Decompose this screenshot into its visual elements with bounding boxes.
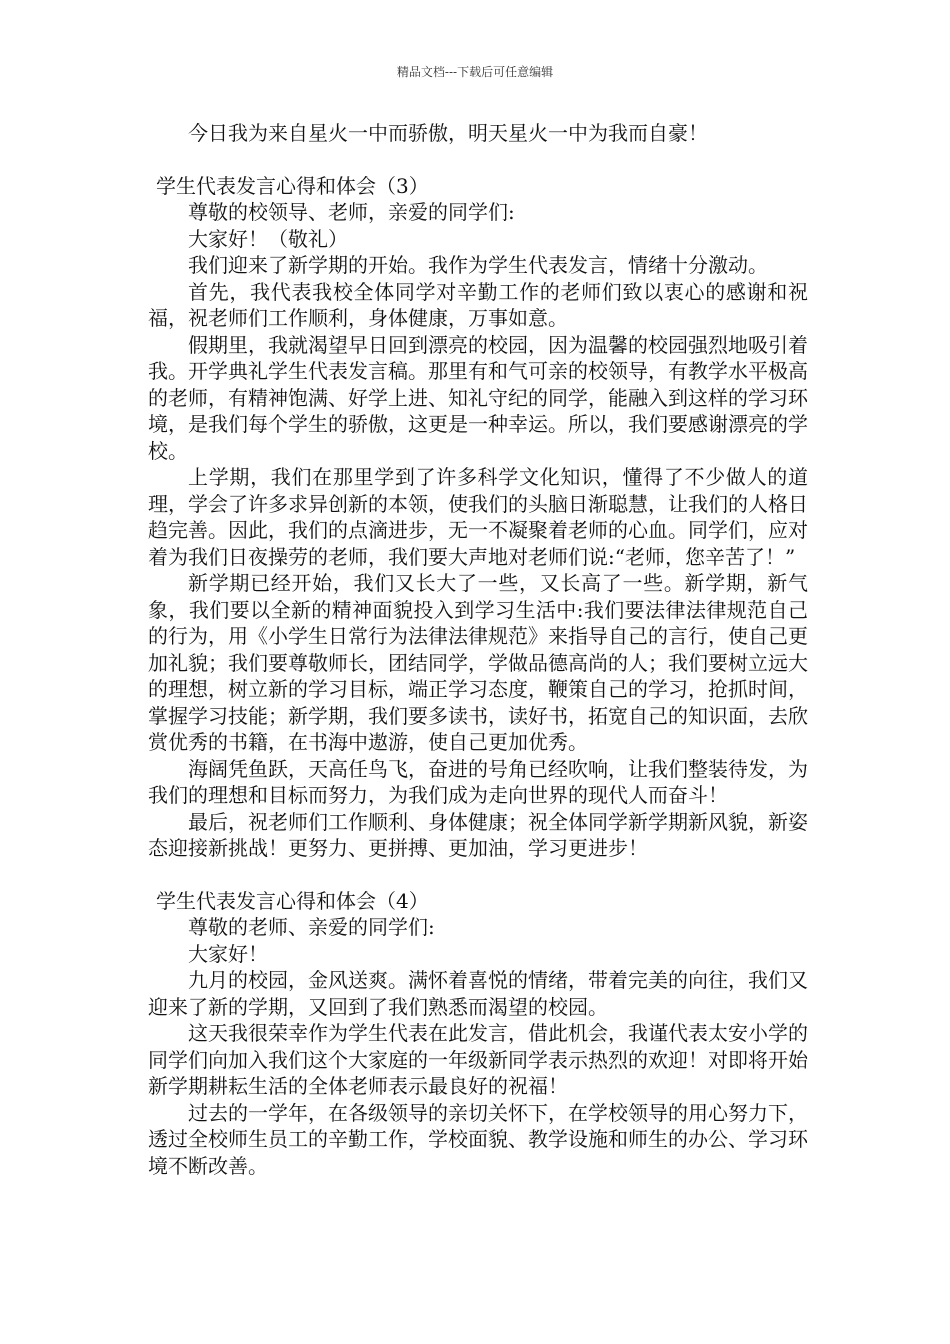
paragraph: 这天我很荣幸作为学生代表在此发言，借此机会，我谨代表太安小学的同学们向加入我们这个大家庭的一年级新同学表示热烈的欢迎！对即将开始新学期耕耘生活的全体老师表示最良好的祝福！ [148,1021,808,1098]
page-header: 精品文档---下载后可任意编辑 [396,65,554,79]
document-body [148,120,808,1179]
paragraph: 上学期，我们在那里学到了许多科学文化知识，懂得了不少做人的道理，学会了许多求异创新的本领，使我们的头脑日渐聪慧，让我们的人格日趋完善。因此，我们的点滴进步，无一不凝聚着老师的心血。同学们，应对着为我们日夜操劳的老师，我们要大声地对老师们说:“老师，您辛苦了！” [148,465,808,569]
paragraph: 我们迎来了新学期的开始。我作为学生代表发言，情绪十分激动。 [188,253,768,277]
paragraph: 假期里，我就渴望早日回到漂亮的校园，因为温馨的校园强烈地吸引着我。开学典礼学生代表发言稿。那里有和气可亲的校领导，有教学水平极高的老师，有精神饱满、好学上进、知礼守纪的同学，能融入到这样的学习环境，是我们每个学生的骄傲，这更是一种幸运。所以，我们要感谢漂亮的学校。 [148,332,808,463]
paragraph: 首先，我代表我校全体同学对辛勤工作的老师们致以衷心的感谢和祝福，祝老师们工作顺利，身体健康，万事如意。 [148,279,808,330]
section-3-salutation: 尊敬的校领导、老师，亲爱的同学们: [188,200,515,224]
section-4-title: 学生代表发言心得和体会（4） [156,888,429,913]
section-4-greeting: 大家好！ [188,941,268,966]
paragraph: 过去的一学年，在各级领导的亲切关怀下，在学校领导的用心努力下，透过全校师生员工的辛勤工作，学校面貌、教学设施和师生的办公、学习环境不断改善。 [148,1100,808,1178]
paragraph: 新学期已经开始，我们又长大了一些，又长高了一些。新学期，新气象，我们要以全新的精神面貌投入到学习生活中:我们要法律法律规范自己的行为，用《小学生日常行为法律法律规范》来指导自己的言行，使自己更加礼貌；我们要尊敬师长，团结同学，学做品德高尚的人；我们要树立远大的理想，树立新的学习目标，端正学习态度，鞭策自己的学习，抢抓时间，掌握学习技能；新学期，我们要多读书，读好书，拓宽自己的知识面，去欣赏优秀的书籍，在书海中遨游，使自己更加优秀。 [148,571,808,754]
opening-line: 今日我为来自星火一中而骄傲，明天星火一中为我而自豪！ [188,121,708,145]
paragraph: 九月的校园，金风送爽。满怀着喜悦的情绪，带着完美的向往，我们又迎来了新的学期，又回到了我们熟悉而渴望的校园。 [148,968,808,1019]
paragraph: 海阔凭鱼跃，天高任鸟飞，奋进的号角已经吹响，让我们整装待发，为我们的理想和目标而努力，为我们成为走向世界的现代人而奋斗！ [148,756,808,807]
paragraph: 最后，祝老师们工作顺利、身体健康；祝全体同学新学期新风貌，新姿态迎接新挑战！更努力、更拼搏、更加油，学习更进步！ [148,809,808,860]
section-3-greeting: 大家好！（敬礼） [188,226,348,251]
section-4-salutation: 尊敬的老师、亲爱的同学们: [188,915,435,939]
section-3-title: 学生代表发言心得和体会（3） [156,173,429,198]
